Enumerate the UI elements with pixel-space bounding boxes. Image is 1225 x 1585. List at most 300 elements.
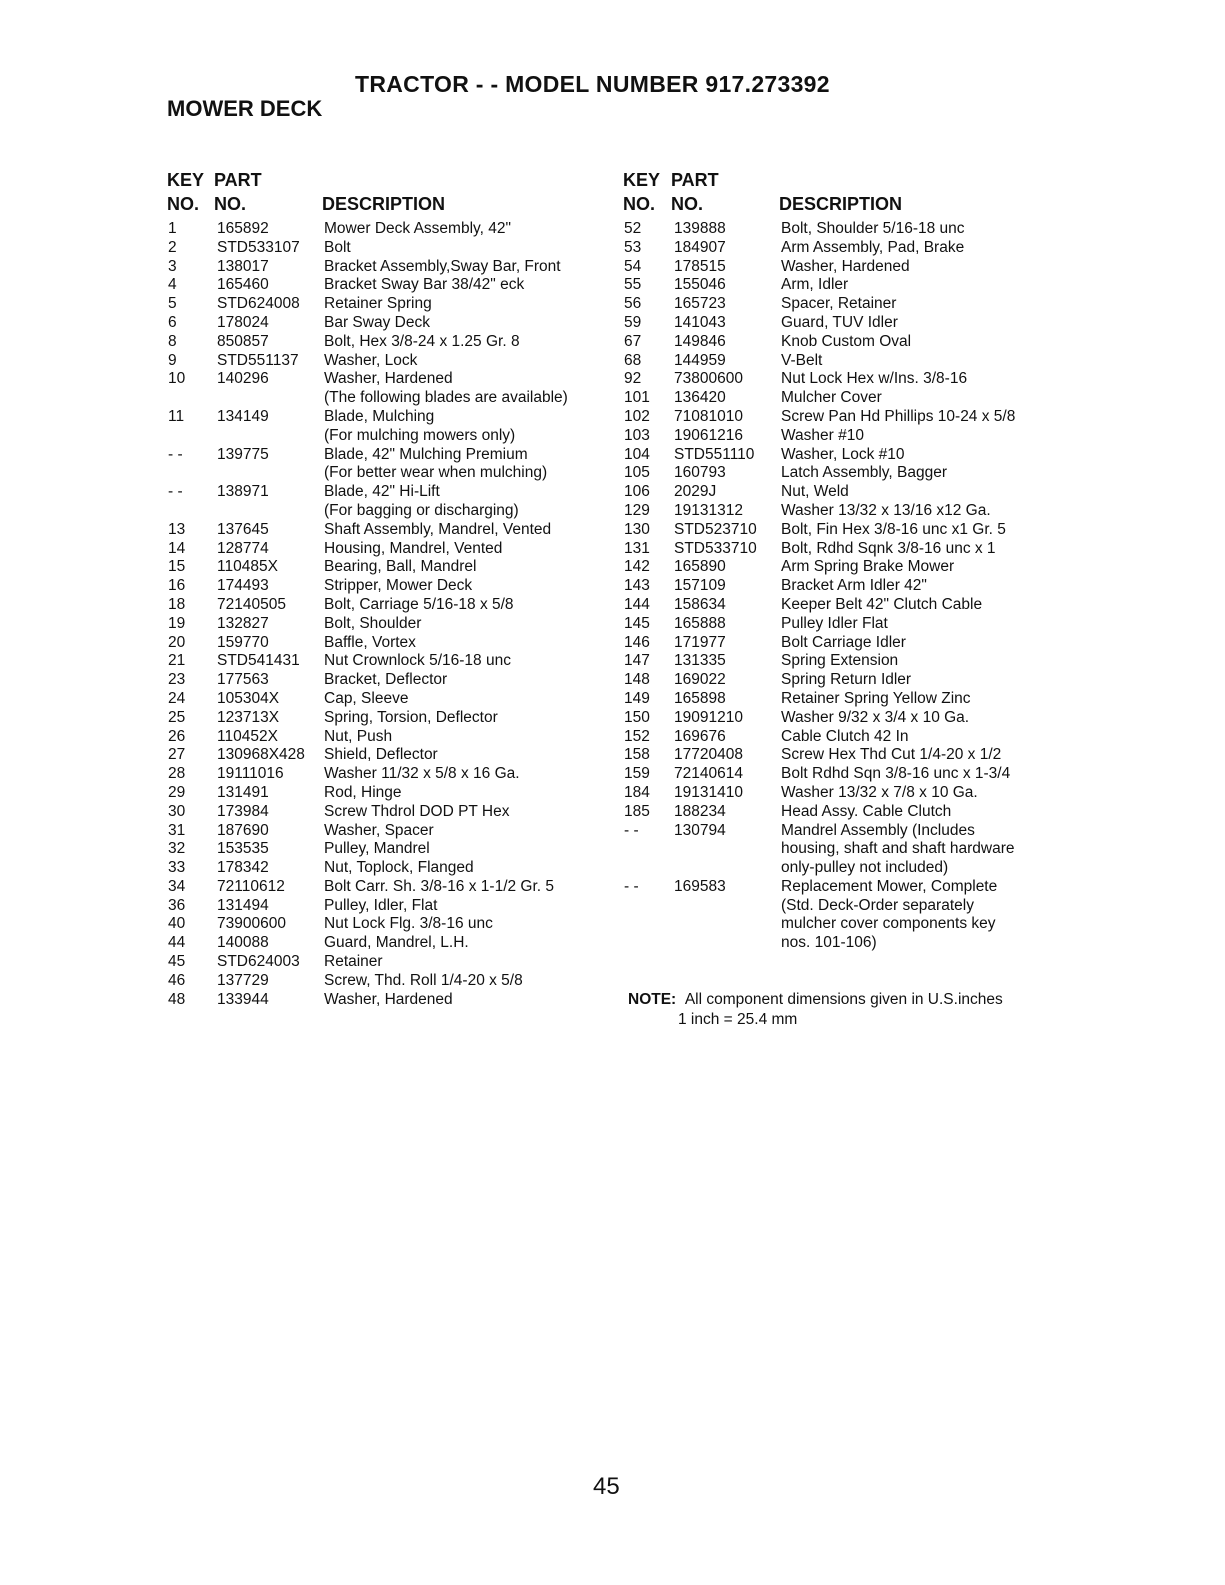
- part-no: 131491: [217, 783, 269, 801]
- table-row: [167, 878, 607, 897]
- description: Mulcher Cover: [781, 389, 882, 407]
- key-no: 92: [624, 370, 642, 388]
- part-no: 850857: [217, 332, 269, 350]
- part-no: 149846: [674, 332, 726, 350]
- key-no: 142: [624, 558, 650, 576]
- description: only-pulley not included): [781, 859, 949, 877]
- key-no: 54: [624, 257, 642, 275]
- table-row: [623, 239, 1063, 258]
- part-no: STD551110: [674, 445, 755, 463]
- key-no: 19: [168, 614, 186, 632]
- table-row: [623, 295, 1063, 314]
- part-no-header: NO.: [214, 194, 247, 214]
- key-no: 20: [168, 633, 186, 651]
- description: Nut, Toplock, Flanged: [324, 859, 474, 877]
- description: Washer 9/32 x 3/4 x 10 Ga.: [781, 708, 970, 726]
- table-row: [167, 239, 607, 258]
- part-no: 165898: [674, 689, 726, 707]
- description: Nut Lock Hex w/Ins. 3/8-16: [781, 370, 968, 388]
- key-no: 147: [624, 652, 650, 670]
- table-row: [167, 953, 607, 972]
- table-row: [167, 634, 607, 653]
- key-no: - -: [624, 821, 639, 839]
- key-no: 13: [168, 520, 186, 538]
- key-no: 129: [624, 501, 650, 519]
- part-no: 171977: [674, 633, 726, 651]
- description: Washer, Hardened: [324, 370, 453, 388]
- table-row: [167, 652, 607, 671]
- key-no: 56: [624, 295, 642, 313]
- table-row: [623, 333, 1063, 352]
- description: Screw Pan Hd Phillips 10-24 x 5/8: [781, 407, 1016, 425]
- part-no: 141043: [674, 313, 726, 331]
- key-no: 8: [168, 332, 177, 350]
- part-no: 165888: [674, 614, 726, 632]
- note-line2: 1 inch = 25.4 mm: [678, 1011, 798, 1028]
- part-no: STD541431: [217, 652, 300, 670]
- table-row: [623, 596, 1063, 615]
- key-no: 55: [624, 276, 642, 294]
- key-no: 31: [168, 821, 186, 839]
- key-no: 102: [624, 407, 650, 425]
- table-row: [167, 746, 607, 765]
- key-no: 15: [168, 558, 186, 576]
- key-no: 103: [624, 426, 650, 444]
- key-no: 158: [624, 746, 650, 764]
- part-no-header: NO.: [671, 194, 704, 214]
- table-row: [167, 220, 607, 239]
- key-no: 46: [168, 971, 186, 989]
- table-row: [167, 859, 607, 878]
- description: Shield, Deflector: [324, 746, 438, 764]
- description: Bearing, Ball, Mandrel: [324, 558, 477, 576]
- key-no: 28: [168, 765, 186, 783]
- description: Washer 11/32 x 5/8 x 16 Ga.: [324, 765, 520, 783]
- description: Washer 13/32 x 13/16 x12 Ga.: [781, 501, 991, 519]
- description: Guard, Mandrel, L.H.: [324, 934, 469, 952]
- table-row: [623, 314, 1063, 333]
- key-no: 145: [624, 614, 650, 632]
- part-no: 165892: [217, 220, 269, 237]
- table-row: [623, 558, 1063, 577]
- table-row: [623, 389, 1063, 408]
- description: Mandrel Assembly (Includes: [781, 821, 975, 839]
- part-no: 139775: [217, 445, 269, 463]
- table-row: [623, 859, 1063, 878]
- description: V-Belt: [781, 351, 823, 369]
- table-row: [167, 671, 607, 690]
- table-row: [167, 258, 607, 277]
- part-no: 160793: [674, 464, 726, 482]
- description: Arm Assembly, Pad, Brake: [781, 238, 965, 256]
- table-row: [623, 615, 1063, 634]
- description: Bracket Assembly,Sway Bar, Front: [324, 257, 561, 275]
- table-row: [623, 822, 1063, 841]
- part-no: 19061216: [674, 426, 743, 444]
- part-no: 188234: [674, 802, 726, 820]
- part-no: 131335: [674, 652, 726, 670]
- key-no: 53: [624, 238, 642, 256]
- description: housing, shaft and shaft hardware: [781, 840, 1015, 858]
- part-no: 144959: [674, 351, 726, 369]
- description: Screw, Thd. Roll 1/4-20 x 5/8: [324, 971, 523, 989]
- description: Bolt, Shoulder 5/16-18 unc: [781, 220, 965, 237]
- part-no: 158634: [674, 595, 726, 613]
- key-no: 9: [168, 351, 177, 369]
- description: (For better wear when mulching): [324, 464, 548, 482]
- table-row: [623, 897, 1063, 916]
- table-row: [623, 427, 1063, 446]
- key-no: 18: [168, 595, 186, 613]
- part-header: PART: [214, 170, 262, 190]
- key-no: 26: [168, 727, 186, 745]
- key-no: 16: [168, 577, 186, 595]
- part-no: 105304X: [217, 689, 280, 707]
- key-no: 45: [168, 953, 186, 971]
- description: Retainer Spring: [324, 295, 432, 313]
- key-no: 4: [168, 276, 177, 294]
- description: Knob Custom Oval: [781, 332, 912, 350]
- key-no: 34: [168, 877, 186, 895]
- part-no: 19111016: [217, 765, 284, 783]
- description: Washer 13/32 x 7/8 x 10 Ga.: [781, 783, 978, 801]
- part-header: PART: [671, 170, 719, 190]
- key-no: - -: [624, 877, 639, 895]
- table-row: [167, 333, 607, 352]
- part-no: 138017: [217, 257, 269, 275]
- table-row: [623, 540, 1063, 559]
- table-row: [623, 746, 1063, 765]
- part-no: 169676: [674, 727, 726, 745]
- description: Washer, Lock #10: [781, 445, 905, 463]
- key-no: 101: [624, 389, 650, 407]
- table-row: [623, 483, 1063, 502]
- section-title: MOWER DECK: [167, 96, 323, 121]
- key-no: 67: [624, 332, 642, 350]
- description: Washer, Hardened: [324, 990, 453, 1008]
- table-row: [623, 577, 1063, 596]
- part-no: 165460: [217, 276, 269, 294]
- table-row: [167, 464, 607, 483]
- key-no: 130: [624, 520, 650, 538]
- table-row: [623, 370, 1063, 389]
- description: Nut, Push: [324, 727, 393, 745]
- key-no: 104: [624, 445, 650, 463]
- description: Retainer: [324, 953, 383, 971]
- key-no: 148: [624, 671, 650, 689]
- part-no: 19131410: [674, 783, 743, 801]
- page-number: 45: [593, 1473, 620, 1500]
- description: Bolt Carriage Idler: [781, 633, 906, 651]
- key-no: 59: [624, 313, 642, 331]
- table-row: [623, 671, 1063, 690]
- table-row: [623, 220, 1063, 239]
- part-no: 138971: [217, 483, 269, 501]
- table-row: [167, 596, 607, 615]
- table-row: [167, 427, 607, 446]
- key-no: 48: [168, 990, 186, 1008]
- table-row: [623, 728, 1063, 747]
- description: Nut Lock Flg. 3/8-16 unc: [324, 915, 493, 933]
- description: Housing, Mandrel, Vented: [324, 539, 503, 557]
- table-row: [167, 389, 607, 408]
- part-no: 123713X: [217, 708, 280, 726]
- key-no: 2: [168, 238, 177, 256]
- table-row: [167, 709, 607, 728]
- description: (The following blades are available): [324, 389, 568, 407]
- key-no: - -: [168, 445, 183, 463]
- description: (For mulching mowers only): [324, 426, 516, 444]
- key-no: 21: [168, 652, 186, 670]
- description: mulcher cover components key: [781, 915, 996, 933]
- table-row: [167, 276, 607, 295]
- description: Blade, 42" Mulching Premium: [324, 445, 528, 463]
- table-row: [623, 915, 1063, 934]
- table-row: [167, 915, 607, 934]
- table-row: [167, 540, 607, 559]
- part-no: 134149: [217, 407, 269, 425]
- part-no: 184907: [674, 238, 726, 256]
- table-row: [623, 934, 1063, 953]
- part-no: 178024: [217, 313, 269, 331]
- key-no: 149: [624, 689, 650, 707]
- part-no: STD533107: [217, 238, 300, 256]
- table-row: [167, 728, 607, 747]
- description: (Std. Deck-Order separately: [781, 896, 974, 914]
- part-no: 165890: [674, 558, 726, 576]
- key-no: 29: [168, 783, 186, 801]
- description: Arm, Idler: [781, 276, 849, 294]
- key-header: KEY: [623, 170, 661, 190]
- part-no: 73800600: [674, 370, 743, 388]
- description: Cap, Sleeve: [324, 689, 409, 707]
- description: Baffle, Vortex: [324, 633, 416, 651]
- part-no: 137645: [217, 520, 269, 538]
- key-no: 146: [624, 633, 650, 651]
- table-row: [623, 408, 1063, 427]
- table-row: [623, 652, 1063, 671]
- part-no: 19091210: [674, 708, 743, 726]
- table-row: [167, 521, 607, 540]
- part-no: 139888: [674, 220, 726, 237]
- description: Bolt, Hex 3/8-24 x 1.25 Gr. 8: [324, 332, 520, 350]
- table-row: [167, 446, 607, 465]
- description: Bolt, Carriage 5/16-18 x 5/8: [324, 595, 514, 613]
- key-no: 68: [624, 351, 642, 369]
- key-no: 3: [168, 257, 177, 275]
- key-no: 25: [168, 708, 186, 726]
- description: Blade, 42" Hi-Lift: [324, 483, 440, 501]
- part-no: 174493: [217, 577, 269, 595]
- description: Spacer, Retainer: [781, 295, 897, 313]
- part-no: 140296: [217, 370, 269, 388]
- key-no-header: NO.: [167, 194, 200, 214]
- rows-left: [167, 220, 607, 1009]
- key-no: 159: [624, 765, 650, 783]
- key-no: - -: [168, 483, 183, 501]
- key-no: 11: [168, 407, 185, 425]
- key-no: 105: [624, 464, 650, 482]
- description: Screw Thdrol DOD PT Hex: [324, 802, 510, 820]
- description: Bar Sway Deck: [324, 313, 430, 331]
- table-row: [167, 408, 607, 427]
- key-no: 106: [624, 483, 650, 501]
- key-no-header: NO.: [623, 194, 656, 214]
- description: Washer #10: [781, 426, 864, 444]
- table-row: [623, 276, 1063, 295]
- part-no: 173984: [217, 802, 269, 820]
- table-row: [623, 352, 1063, 371]
- description: Guard, TUV Idler: [781, 313, 898, 331]
- description: Bracket, Deflector: [324, 671, 448, 689]
- key-no: 14: [168, 539, 186, 557]
- part-no: 73900600: [217, 915, 286, 933]
- table-row: [167, 840, 607, 859]
- part-no: 178515: [674, 257, 726, 275]
- part-no: 71081010: [674, 407, 743, 425]
- description: Washer, Lock: [324, 351, 418, 369]
- description: Nut, Weld: [781, 483, 849, 501]
- table-row: [623, 709, 1063, 728]
- part-no: 132827: [217, 614, 269, 632]
- part-no: 155046: [674, 276, 726, 294]
- description: Spring, Torsion, Deflector: [324, 708, 498, 726]
- table-row: [167, 558, 607, 577]
- part-no: 187690: [217, 821, 269, 839]
- key-no: 144: [624, 595, 650, 613]
- part-no: 140088: [217, 934, 269, 952]
- key-no: 185: [624, 802, 650, 820]
- table-row: [167, 784, 607, 803]
- description: Bolt Carr. Sh. 3/8-16 x 1-1/2 Gr. 5: [324, 877, 555, 895]
- part-no: 169022: [674, 671, 726, 689]
- part-no: 178342: [217, 859, 269, 877]
- table-row: [167, 897, 607, 916]
- key-no: 6: [168, 313, 177, 331]
- description: Pulley, Idler, Flat: [324, 896, 438, 914]
- key-no: 10: [168, 370, 186, 388]
- description: Spring Return Idler: [781, 671, 912, 689]
- table-row: [167, 765, 607, 784]
- part-no: 72140505: [217, 595, 286, 613]
- part-no: STD551137: [217, 351, 299, 369]
- table-row: [167, 690, 607, 709]
- table-row: [167, 577, 607, 596]
- table-row: [167, 483, 607, 502]
- table-row: [167, 991, 607, 1010]
- description: Blade, Mulching: [324, 407, 435, 425]
- part-no: STD624003: [217, 953, 300, 971]
- description: Stripper, Mower Deck: [324, 577, 473, 595]
- key-no: 33: [168, 859, 186, 877]
- part-no: 131494: [217, 896, 269, 914]
- key-no: 32: [168, 840, 186, 858]
- key-no: 52: [624, 220, 642, 237]
- table-row: [167, 934, 607, 953]
- note: [628, 990, 1003, 1030]
- page-title: TRACTOR - - MODEL NUMBER 917.273392: [355, 71, 830, 97]
- key-header: KEY: [167, 170, 205, 190]
- part-no: STD533710: [674, 539, 757, 557]
- table-header: [167, 170, 607, 220]
- part-no: 17720408: [674, 746, 743, 764]
- key-no: 152: [624, 727, 650, 745]
- table-row: [623, 690, 1063, 709]
- part-no: 165723: [674, 295, 726, 313]
- description: Bolt, Shoulder: [324, 614, 422, 632]
- table-row: [623, 521, 1063, 540]
- table-row: [623, 803, 1063, 822]
- table-row: [623, 878, 1063, 897]
- table-row: [623, 634, 1063, 653]
- description: Pulley Idler Flat: [781, 614, 888, 632]
- description: Head Assy. Cable Clutch: [781, 802, 952, 820]
- description: Retainer Spring Yellow Zinc: [781, 689, 971, 707]
- table-row: [167, 502, 607, 521]
- description: nos. 101-106): [781, 934, 877, 952]
- table-row: [167, 972, 607, 991]
- part-no: 128774: [217, 539, 269, 557]
- description: Pulley, Mandrel: [324, 840, 430, 858]
- part-no: 2029J: [674, 483, 717, 501]
- description: Bracket Arm Idler 42": [781, 577, 927, 595]
- description: Keeper Belt 42" Clutch Cable: [781, 595, 983, 613]
- table-row: [623, 840, 1063, 859]
- table-row: [623, 446, 1063, 465]
- part-no: 159770: [217, 633, 269, 651]
- description-header: DESCRIPTION: [779, 194, 903, 214]
- part-no: 19131312: [674, 501, 743, 519]
- key-no: 23: [168, 671, 186, 689]
- part-no: 157109: [674, 577, 726, 595]
- table-row: [623, 464, 1063, 483]
- description: Spring Extension: [781, 652, 899, 670]
- part-no: STD624008: [217, 295, 300, 313]
- key-no: 150: [624, 708, 650, 726]
- key-no: 24: [168, 689, 186, 707]
- description: Cable Clutch 42 In: [781, 727, 909, 745]
- description: Bolt Rdhd Sqn 3/8-16 unc x 1-3/4: [781, 765, 1011, 783]
- key-no: 5: [168, 295, 177, 313]
- description: Bolt: [324, 238, 351, 256]
- part-no: 110452X: [217, 727, 278, 745]
- part-no: 72140614: [674, 765, 743, 783]
- description: Washer, Spacer: [324, 821, 434, 839]
- part-no: STD523710: [674, 520, 757, 538]
- key-no: 1: [168, 220, 177, 237]
- parts-table-right: [623, 170, 1063, 953]
- part-no: 177563: [217, 671, 269, 689]
- parts-table-left: [167, 170, 607, 1009]
- part-no: 133944: [217, 990, 269, 1008]
- key-no: 44: [168, 934, 186, 952]
- part-no: 72110612: [217, 877, 285, 895]
- key-no: 184: [624, 783, 650, 801]
- part-no: 130968X428: [217, 746, 305, 764]
- key-no: 27: [168, 746, 186, 764]
- table-row: [623, 258, 1063, 277]
- description: Replacement Mower, Complete: [781, 877, 998, 895]
- note-line1: All component dimensions given in U.S.inches: [684, 991, 1003, 1008]
- key-no: 36: [168, 896, 186, 914]
- table-row: [167, 314, 607, 333]
- key-no: 40: [168, 915, 186, 933]
- description: Shaft Assembly, Mandrel, Vented: [324, 520, 552, 538]
- key-no: 143: [624, 577, 650, 595]
- description: Rod, Hinge: [324, 783, 402, 801]
- description: Nut Crownlock 5/16-18 unc: [324, 652, 511, 670]
- description-header: DESCRIPTION: [322, 194, 446, 214]
